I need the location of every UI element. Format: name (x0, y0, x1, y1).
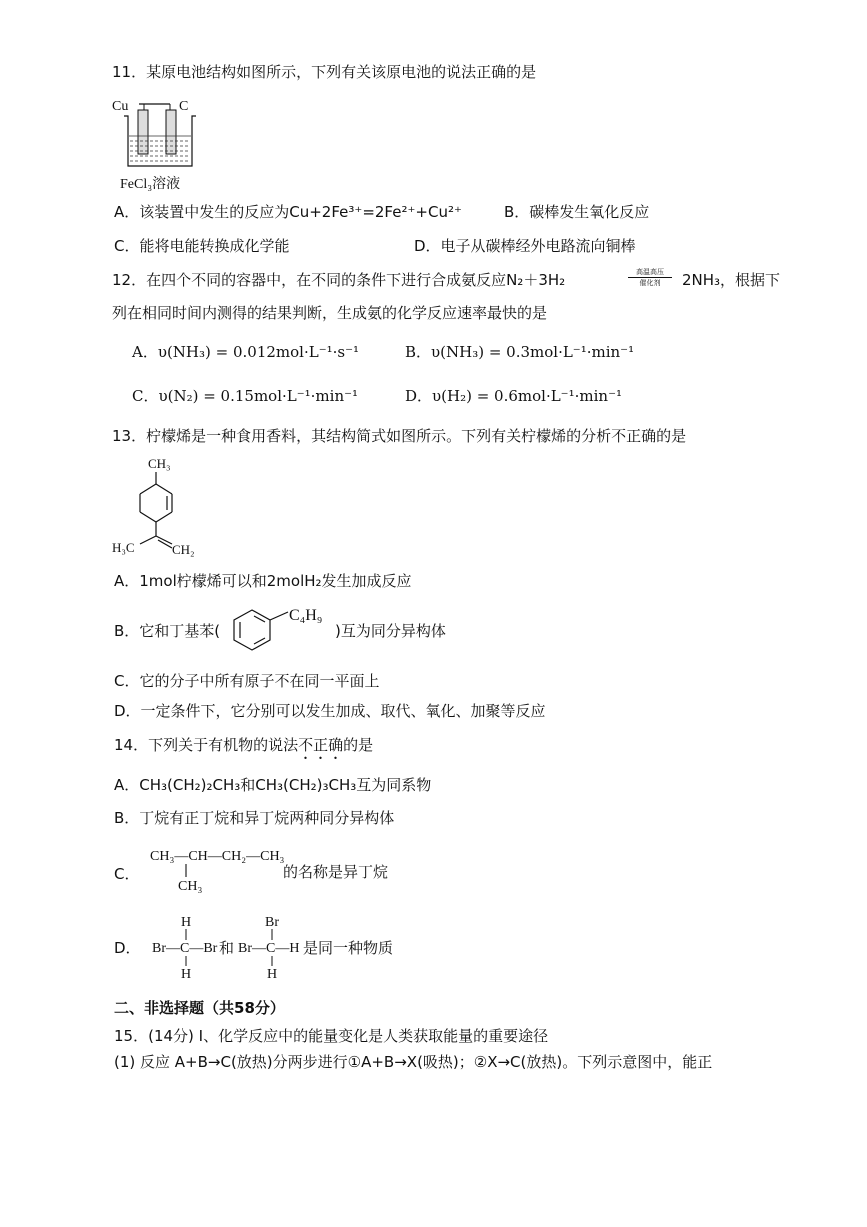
q13-option-b-part2: )互为同分异构体 (335, 622, 446, 640)
q14-option-d-and: 和 (219, 939, 235, 957)
q13-butylbenzene-structure (232, 604, 342, 656)
q12-option-a: A．υ(NH₃) = 0.012mol·L⁻¹·s⁻¹ (132, 343, 360, 361)
q14-stem-a: 14．下列关于有机物的说法 (114, 736, 299, 754)
q11-option-c: C．能将电能转换成化学能 (114, 237, 290, 255)
q15-part1: (1) 反应 A+B→C(放热)分两步进行①A+B→X(吸热)；②X→C(放热)。下列示意图中，能正 (114, 1053, 713, 1071)
q13-stem: 13．柠檬烯是一种食用香料，其结构简式如图所示。下列有关柠檬烯的分析不正确的是 (112, 427, 687, 445)
q11-fig-solution-label: FeCl₃溶液 (120, 177, 181, 192)
q12-option-b: B．υ(NH₃) = 0.3mol·L⁻¹·min⁻¹ (405, 343, 635, 361)
q13-option-c: C．它的分子中所有原子不在同一平面上 (114, 672, 380, 690)
q14-option-d-letter: D． (114, 939, 141, 957)
q11-fig-c-label: C (179, 99, 189, 114)
q14-d-m2-center: Br—C—H (238, 941, 300, 956)
q14-option-c-letter: C． (114, 865, 140, 883)
q14-c-branch: CH₃ (178, 879, 203, 894)
q14-option-d-tail: 是同一种物质 (303, 939, 394, 957)
q12-reaction-condition (628, 268, 672, 287)
q14-option-c-tail: 的名称是异丁烷 (283, 863, 389, 881)
q14-option-a: A．CH₃(CH₂)₂CH₃和CH₃(CH₂)₃CH₃互为同系物 (114, 776, 432, 794)
q13-fig-ch2-label: CH₂ (172, 542, 195, 557)
q13-fig-ch3-label: CH₃ (148, 456, 171, 471)
q14-d-m2-bottom: H (267, 967, 278, 982)
q14-option-b: B．丁烷有正丁烷和异丁烷两种同分异构体 (114, 809, 395, 827)
q12-option-c: C．υ(N₂) = 0.15mol·L⁻¹·min⁻¹ (132, 387, 359, 405)
q13-option-d: D．一定条件下，它分别可以发生加成、取代、氧化、加聚等反应 (114, 702, 546, 720)
section2-title: 二、非选择题（共58分） (114, 999, 285, 1017)
q13-fig-h3c-label: H₃C (112, 540, 135, 555)
q11-option-a: A．该装置中发生的反应为Cu+2Fe³⁺=2Fe²⁺+Cu²⁺ (114, 203, 462, 221)
q12-condition-top: 高温高压 (636, 268, 664, 276)
q14-d-m1-bottom: H (181, 967, 192, 982)
q14-stem-emphasis: 不正确 (298, 736, 344, 754)
q14-stem (114, 735, 373, 763)
q12-stem-line2: 列在相同时间内测得的结果判断，生成氨的化学反应速率最快的是 (112, 304, 548, 322)
q13-limonene-structure (110, 456, 210, 564)
q14-d-m1-top: H (181, 915, 192, 930)
q15-stem: 15．(14分) I、化学反应中的能量变化是人类获取能量的重要途径 (114, 1027, 549, 1045)
q11-stem: 11．某原电池结构如图所示，下列有关该原电池的说法正确的是 (112, 63, 537, 81)
q14-c-main-chain: CH₃—CH—CH₂—CH₃ (150, 849, 285, 864)
q11-fig-cu-label: Cu (112, 99, 129, 114)
q13-b-c4h9-label: C₄H₉ (289, 607, 323, 624)
q14-d-m1-center: Br—C—Br (152, 941, 218, 956)
q13-option-b-part1: B．它和丁基苯( (114, 622, 221, 640)
q14-d-m2-top: Br (265, 915, 279, 930)
q11-battery-figure (112, 94, 202, 194)
q11-option-d: D．电子从碳棒经外电路流向铜棒 (414, 237, 636, 255)
q12-condition-bottom: 催化剂 (639, 279, 661, 287)
q14-dibromomethane-structure-2 (236, 910, 308, 980)
q13-option-a: A．1mol柠檬烯可以和2molH₂发生加成反应 (114, 572, 412, 590)
q14-stem-b: 的是 (343, 736, 374, 754)
q14-isobutane-structure (148, 844, 288, 894)
q12-stem-line1a: 12．在四个不同的容器中，在不同的条件下进行合成氨反应N₂＋3H₂ (112, 271, 566, 289)
q11-option-b: B．碳棒发生氧化反应 (504, 203, 650, 221)
q12-option-d: D．υ(H₂) = 0.6mol·L⁻¹·min⁻¹ (405, 387, 622, 405)
q12-stem-line1b: 2NH₃，根据下 (682, 271, 781, 289)
